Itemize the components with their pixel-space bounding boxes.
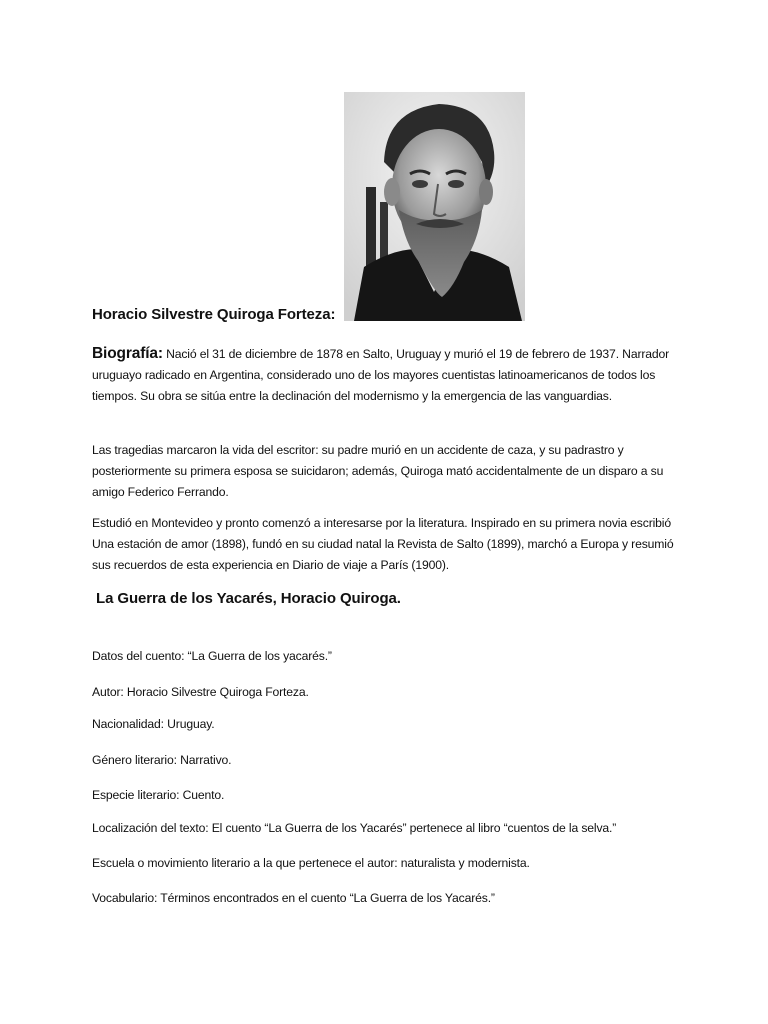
- story-location-line: Localización del texto: El cuento “La Guerra de los Yacarés” pertenece al libro “cuentos de la selva.”: [92, 821, 617, 835]
- story-author-line: Autor: Horacio Silvestre Quiroga Forteza.: [92, 685, 309, 699]
- story-title: La Guerra de los Yacarés, Horacio Quiroga.: [96, 590, 401, 607]
- biography-label-colon: :: [157, 345, 163, 362]
- story-data-line: Datos del cuento: “La Guerra de los yacarés.”: [92, 649, 332, 663]
- biography-text-1: Nació el 31 de diciembre de 1878 en Salto, Uruguay y murió el 19 de febrero de 1937. Narrador uruguayo radicado en Argentina, considerado uno de los mayores cuentistas latinoamericanos de todos los tiempos. Su obra se sitúa entre la declinación del modernismo y la emergencia de las vanguardias.: [92, 347, 670, 403]
- story-school-line: Escuela o movimiento literario a la que pertenece el autor: naturalista y modernista.: [92, 856, 530, 870]
- story-nationality-line: Nacionalidad: Uruguay.: [92, 717, 215, 731]
- biography-paragraph-2: Las tragedias marcaron la vida del escritor: su padre murió en un accidente de caza, y su padrastro y posteriormente su primera esposa se suicidaron; además, Quiroga mató accidentalmente de un disparo a su amigo Federico Ferrando.: [92, 443, 664, 499]
- author-name-heading: [92, 306, 335, 323]
- biography-paragraph-3: Estudió en Montevideo y pronto comenzó a interesarse por la literatura. Inspirado en su primera novia escribió Una estación de amor (1898), fundó en su ciudad natal la Revista de Salto (1899), marchó a Europa y resumió sus recuerdos de esta experiencia en Diario de viaje a París (1900).: [92, 516, 674, 572]
- story-vocabulary-line: Vocabulario: Términos encontrados en el cuento “La Guerra de los Yacarés.”: [92, 891, 495, 905]
- story-species-line: Especie literario: Cuento.: [92, 788, 225, 802]
- biography-label: Biografía: [92, 345, 158, 362]
- story-genre-line: Género literario: Narrativo.: [92, 753, 232, 767]
- portrait-photo: [344, 92, 525, 321]
- author-name-colon: :: [330, 306, 336, 323]
- author-name: Horacio Silvestre Quiroga Forteza: [92, 306, 331, 323]
- biography-paragraph-1: [92, 343, 680, 407]
